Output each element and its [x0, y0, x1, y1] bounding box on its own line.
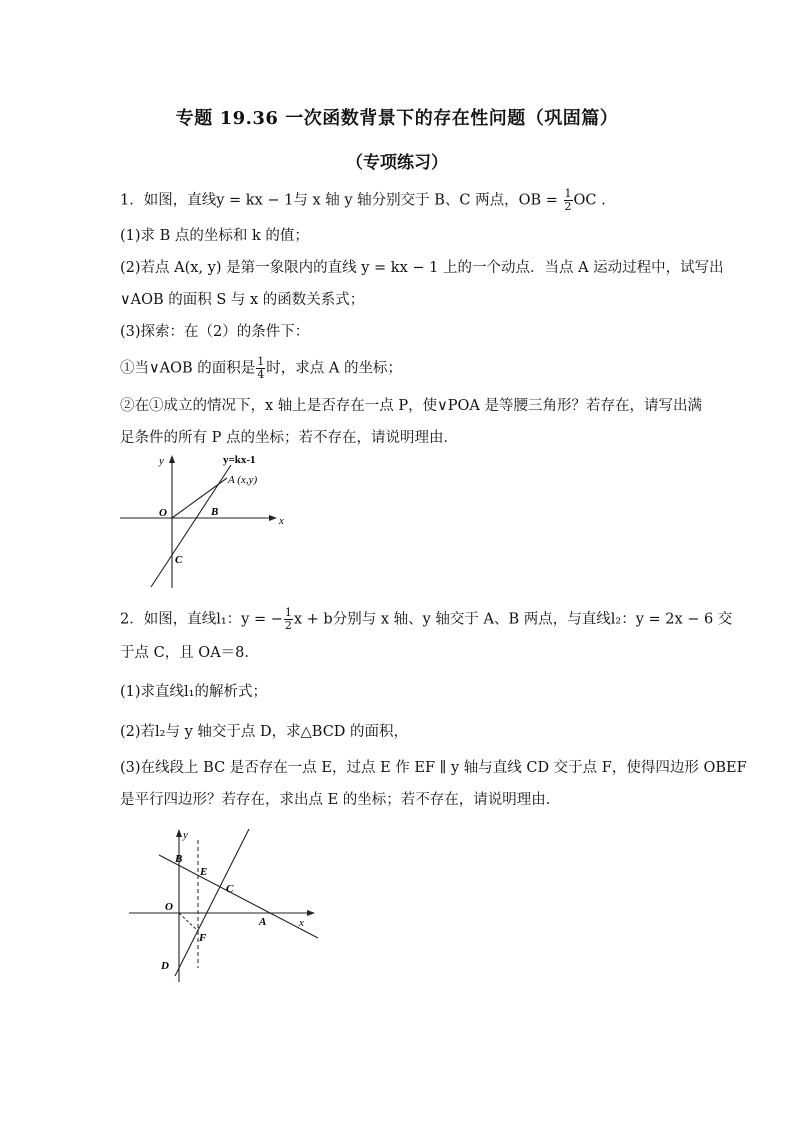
q2-label-c: C: [226, 883, 234, 895]
q2-line-l1: [159, 855, 318, 938]
q1-part3-1-end: 时，求点 A 的坐标；: [266, 360, 402, 377]
q1-label-o: O: [159, 507, 167, 519]
q1-y-arrow: [169, 455, 175, 463]
q1-stem: [120, 188, 606, 213]
q2-stem-line2: 于点 C，且 OA＝8．: [120, 645, 259, 661]
q2-label-x: x: [299, 917, 304, 929]
q1-label-eq: y=kx-1: [223, 454, 256, 466]
q1-part3-1: [120, 356, 402, 381]
q2-label-d: D: [161, 960, 169, 972]
q1-fraction: [564, 188, 573, 213]
q1-part3-1-num: 1: [257, 355, 265, 368]
q1-part1: (1)求 B 点的坐标和 k 的值；: [120, 228, 309, 244]
q1-figure: [115, 450, 290, 590]
q1-part3-2-line2: 足条件的所有 P 点的坐标；若不存在，请说明理由．: [120, 430, 458, 446]
q2-x-arrow: [307, 910, 315, 916]
q1-part3-1-den: 4: [257, 368, 265, 381]
q1-label-y: y: [159, 455, 164, 467]
q2-label-y: y: [183, 829, 188, 841]
q1-segment-oa: [172, 478, 227, 518]
q2-figure: [125, 826, 325, 986]
q2-part2: (2)若l₂与 y 轴交于点 D，求△BCD 的面积，: [120, 724, 409, 740]
q1-x-arrow: [269, 515, 277, 521]
page-title: 专题 19.36 一次函数背景下的存在性问题（巩固篇）: [175, 108, 619, 129]
q1-label-c: C: [175, 554, 183, 566]
q1-label-a: A (x,y): [228, 474, 258, 486]
q1-part3: (3)探索：在（2）的条件下：: [120, 324, 310, 340]
q1-part3-1-text: ①当∨AOB 的面积是: [120, 360, 256, 377]
q2-part3-line1: (3)在线段上 BC 是否存在一点 E，过点 E 作 EF ∥ y 轴与直线 CD 交于点 F，使得四边形 OBEF: [120, 760, 747, 776]
q1-stem-text: 1．如图，直线y = kx − 1与 x 轴 y 轴分别交于 B、C 两点，OB =: [120, 192, 563, 209]
q1-part3-2-line1: ②在①成立的情况下，x 轴上是否存在一点 P，使∨POA 是等腰三角形？若存在，请写出满: [120, 398, 702, 414]
q2-y-arrow: [176, 829, 182, 837]
q1-part2-line2: ∨AOB 的面积 S 与 x 的函数关系式；: [120, 292, 365, 308]
q1-frac-den: 2: [564, 200, 572, 213]
q2-label-e: E: [200, 866, 208, 878]
q2-part3-line2: 是平行四边形？若存在，求出点 E 的坐标；若不存在，请说明理由．: [120, 792, 561, 808]
q2-label-f: F: [199, 932, 207, 944]
q2-label-b: B: [175, 853, 183, 865]
q2-label-a: A: [259, 916, 267, 928]
q2-part1: (1)求直线l₁的解析式；: [120, 684, 267, 700]
q2-segment-of: [179, 913, 198, 931]
q2-label-o: O: [165, 901, 173, 913]
q2-frac-num: 1: [284, 606, 292, 619]
q2-stem-line1: [120, 607, 732, 632]
q1-stem-end: OC .: [573, 192, 606, 209]
page-subtitle: （专项练习）: [346, 153, 448, 173]
q2-fraction: [284, 607, 293, 632]
q1-part3-1-fraction: [256, 356, 265, 381]
q2-stem-end: x + b分别与 x 轴、y 轴交于 A、B 两点，与直线l₂：y = 2x − 6 交: [293, 611, 733, 628]
q1-part2-line1: (2)若点 A(x, y) 是第一象限内的直线 y = kx − 1 上的一个动点．当点 A 运动过程中，试写出: [120, 260, 724, 276]
q2-line-l2: [175, 829, 249, 976]
q2-frac-den: 2: [284, 619, 292, 632]
q1-frac-num: 1: [564, 187, 572, 200]
q2-stem-text: 2．如图，直线l₁：y = −: [120, 611, 283, 628]
q1-label-b: B: [211, 506, 219, 518]
q1-label-x: x: [279, 515, 284, 527]
